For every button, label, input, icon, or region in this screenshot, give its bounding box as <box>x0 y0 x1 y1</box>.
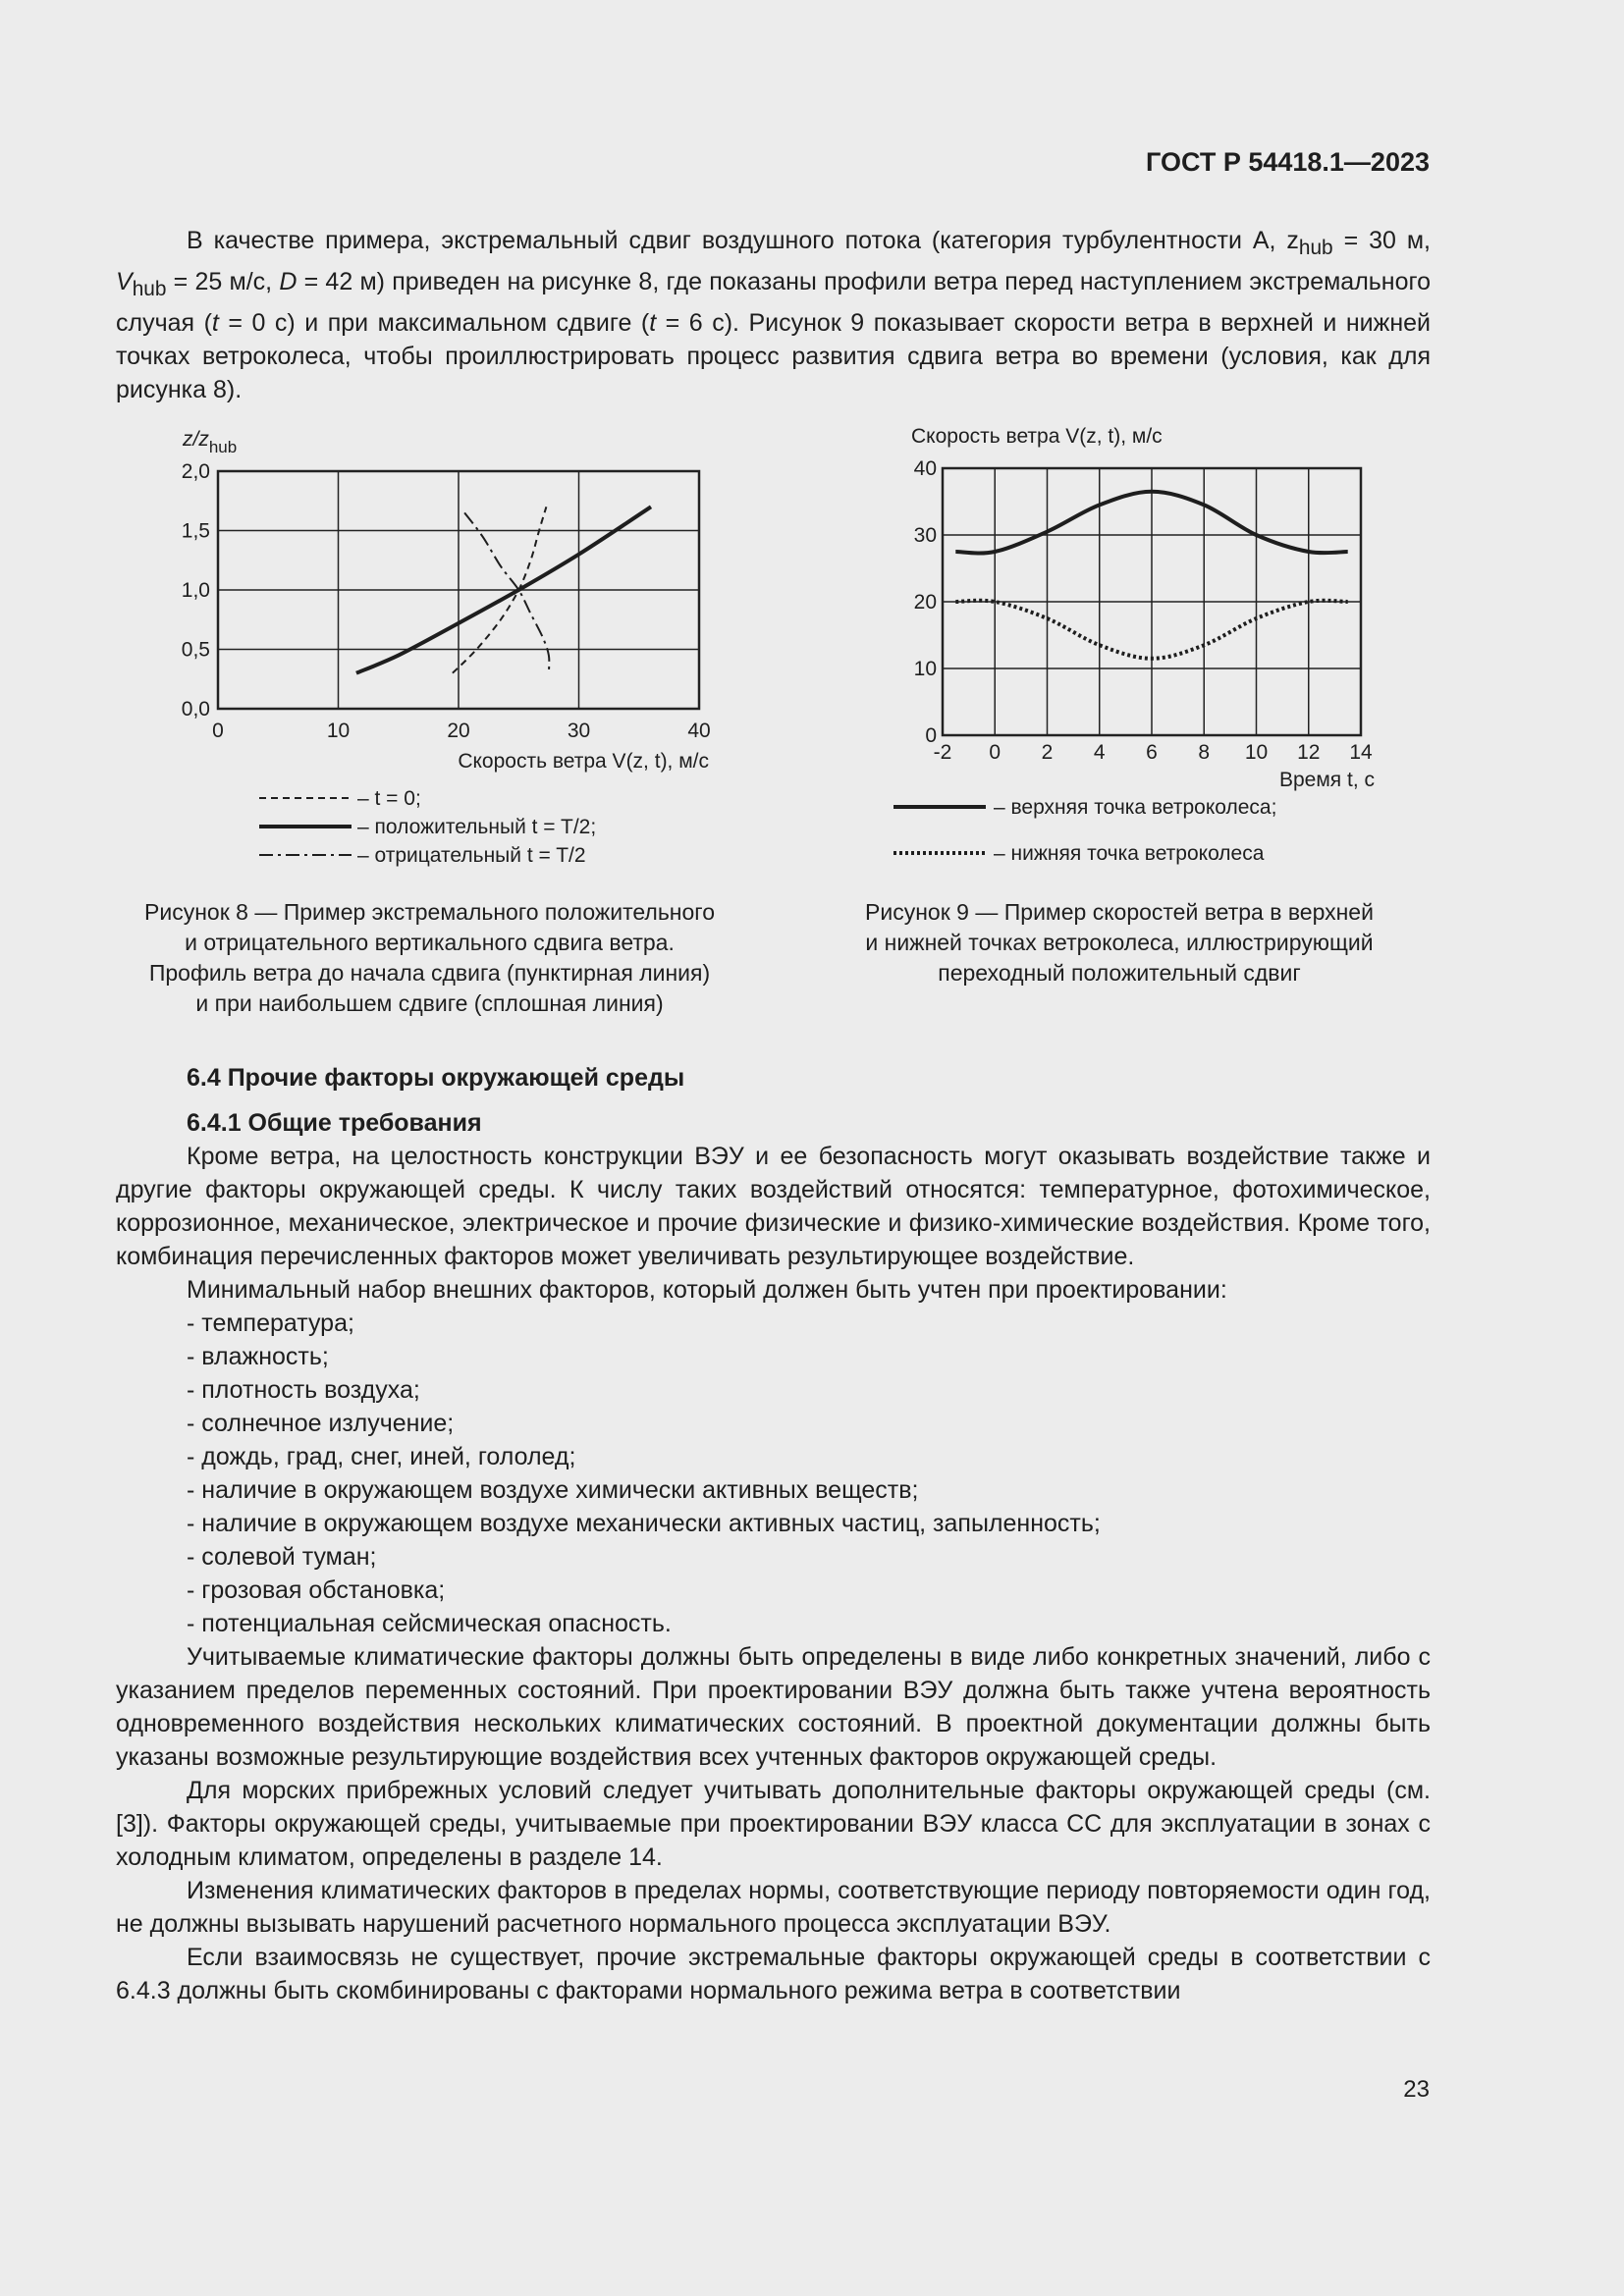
x-tick-label: 20 <box>447 720 470 742</box>
list-item: - дождь, град, снег, иней, гололед; <box>187 1443 576 1470</box>
list-item: - потенциальная сейсмическая опасность. <box>187 1610 672 1637</box>
list-item: - солевой туман; <box>187 1543 377 1571</box>
caption-line: Профиль ветра до начала сдвига (пунктирная линия) <box>148 960 711 986</box>
figure-8-caption <box>98 897 761 1019</box>
x-axis-title: Скорость ветра V(z, t), м/с <box>458 750 709 773</box>
document-code: ГОСТ Р 54418.1—2023 <box>1146 147 1430 177</box>
figure-9-chart <box>864 412 1414 883</box>
paragraph: Кроме ветра, на целостность конструкции ВЭУ и ее безопасность могут оказывать воздействие также и другие факторы окружающей среды. К числу таких воздействий относятся: температурное, фотохимическое, коррозионное, механическое, электрическое и прочие физические и физико-химические воздействия. Кроме того, комбинация перечисленных факторов может увеличивать результирующее воздействие. <box>116 1143 1431 1270</box>
y-tick-label: 0 <box>925 724 937 747</box>
y-tick-label: 40 <box>913 457 937 480</box>
y-axis-title: $z/z_{hub}$ <box>183 428 238 456</box>
subsection-heading: 6.4.1 Общие требования <box>187 1109 482 1137</box>
paragraph: Изменения климатических факторов в пределах нормы, соответствующие периоду повторяемости один год, не должны вызывать нарушений расчетного нормального процесса эксплуатации ВЭУ. <box>116 1877 1431 1938</box>
x-tick-label: 4 <box>1093 741 1106 764</box>
caption-line: переходный положительный сдвиг <box>938 960 1301 986</box>
x-axis-title: Время t, с <box>1278 769 1375 791</box>
x-tick-label: 14 <box>1349 741 1373 764</box>
list-item: - наличие в окружающем воздухе химически активных веществ; <box>187 1476 919 1504</box>
caption-line: и отрицательного вертикального сдвига ветра. <box>185 930 675 955</box>
section-6-4 <box>116 1061 1431 2007</box>
paragraph: Если взаимосвязь не существует, прочие экстремальные факторы окружающей среды в соответствии с 6.4.3 должны быть скомбинированы с факторами нормального режима ветра в соответствии <box>116 1944 1431 2004</box>
caption-line: Рисунок 9 — Пример скоростей ветра в верхней <box>865 899 1374 925</box>
paragraph: Для морских прибрежных условий следует учитывать дополнительные факторы окружающей среды (см. [3]). Факторы окружающей среды, учитываемые при проектировании ВЭУ класса СС для эксплуатации в зонах с холодным климатом, определены в разделе 14. <box>116 1777 1431 1871</box>
legend-label: – t = 0; <box>357 787 421 810</box>
y-tick-label: 30 <box>913 524 937 547</box>
legend-label: – отрицательный t = T/2 <box>357 844 586 867</box>
x-tick-label: 2 <box>1041 741 1054 764</box>
y-tick-label: 0,5 <box>181 638 210 662</box>
intro-block <box>116 224 1431 406</box>
page-number: 23 <box>1403 2076 1430 2103</box>
x-tick-label: 10 <box>326 720 351 742</box>
legend-label: – нижняя точка ветроколеса <box>994 842 1265 865</box>
x-tick-label: 8 <box>1198 741 1211 764</box>
y-tick-label: 1,5 <box>181 519 210 543</box>
caption-line: и нижней точках ветроколеса, иллюстрирующий <box>865 930 1374 955</box>
x-tick-label: 10 <box>1244 741 1269 764</box>
x-tick-label: 0 <box>989 741 1001 764</box>
paragraph: Минимальный набор внешних факторов, который должен быть учтен при проектировании: <box>187 1276 1227 1304</box>
figure-9-caption <box>805 897 1434 988</box>
y-tick-label: 1,0 <box>181 579 210 602</box>
list-item: - температура; <box>187 1309 354 1337</box>
legend-label: – положительный t = T/2; <box>357 816 597 838</box>
figure-8-chart <box>116 420 744 872</box>
legend-label: – верхняя точка ветроколеса; <box>994 796 1277 819</box>
x-tick-label: 6 <box>1146 741 1158 764</box>
y-tick-label: 20 <box>913 591 937 614</box>
x-tick-label: 0 <box>212 720 224 742</box>
list-item: - влажность; <box>187 1343 329 1370</box>
list-item: - солнечное излучение; <box>187 1410 455 1437</box>
y-axis-title: Скорость ветра V(z, t), м/с <box>911 425 1163 448</box>
section-heading: 6.4 Прочие факторы окружающей среды <box>187 1064 685 1092</box>
list-item: - плотность воздуха; <box>187 1376 420 1404</box>
paragraph: Учитываемые климатические факторы должны быть определены в виде либо конкретных значений, либо с указанием пределов переменных состояний. При проектировании ВЭУ должна быть также учтена вероятность одновременного воздействия нескольких климатических состояний. В проектной документации должны быть указаны возможные результирующие воздействия всех учтенных факторов окружающей среды. <box>116 1643 1431 1771</box>
y-tick-label: 10 <box>913 658 937 680</box>
y-tick-label: 0,0 <box>181 698 210 721</box>
list-item: - наличие в окружающем воздухе механически активных частиц, запыленность; <box>187 1510 1101 1537</box>
intro-paragraph: В качестве примера, экстремальный сдвиг воздушного потока (категория турбулентности A, $z_{hub} = 30$ м, $V_{hub} = 25$ м/с, D = 42 м) приведен на рисунке 8, где показаны профили ветра перед наступлением экстремального случая (t = 0 с) и при максимальном сдвиге (t = 6 с). Рисунок 9 показывает скорости ветра в верхней и нижней точках ветроколеса, чтобы проиллюстрировать процесс развития сдвига ветра во времени (условия, как для рисунка 8). <box>116 227 1431 403</box>
x-tick-label: 12 <box>1297 741 1321 764</box>
x-tick-label: 30 <box>567 720 591 742</box>
caption-line: и при наибольшем сдвиге (сплошная линия) <box>195 990 664 1016</box>
y-axis-title-subscript: hub <box>208 438 238 456</box>
x-tick-label: -2 <box>933 741 952 764</box>
caption-line: Рисунок 8 — Пример экстремального положительного <box>144 899 715 925</box>
list-item: - грозовая обстановка; <box>187 1576 446 1604</box>
x-tick-label: 40 <box>687 720 711 742</box>
y-tick-label: 2,0 <box>181 460 210 483</box>
